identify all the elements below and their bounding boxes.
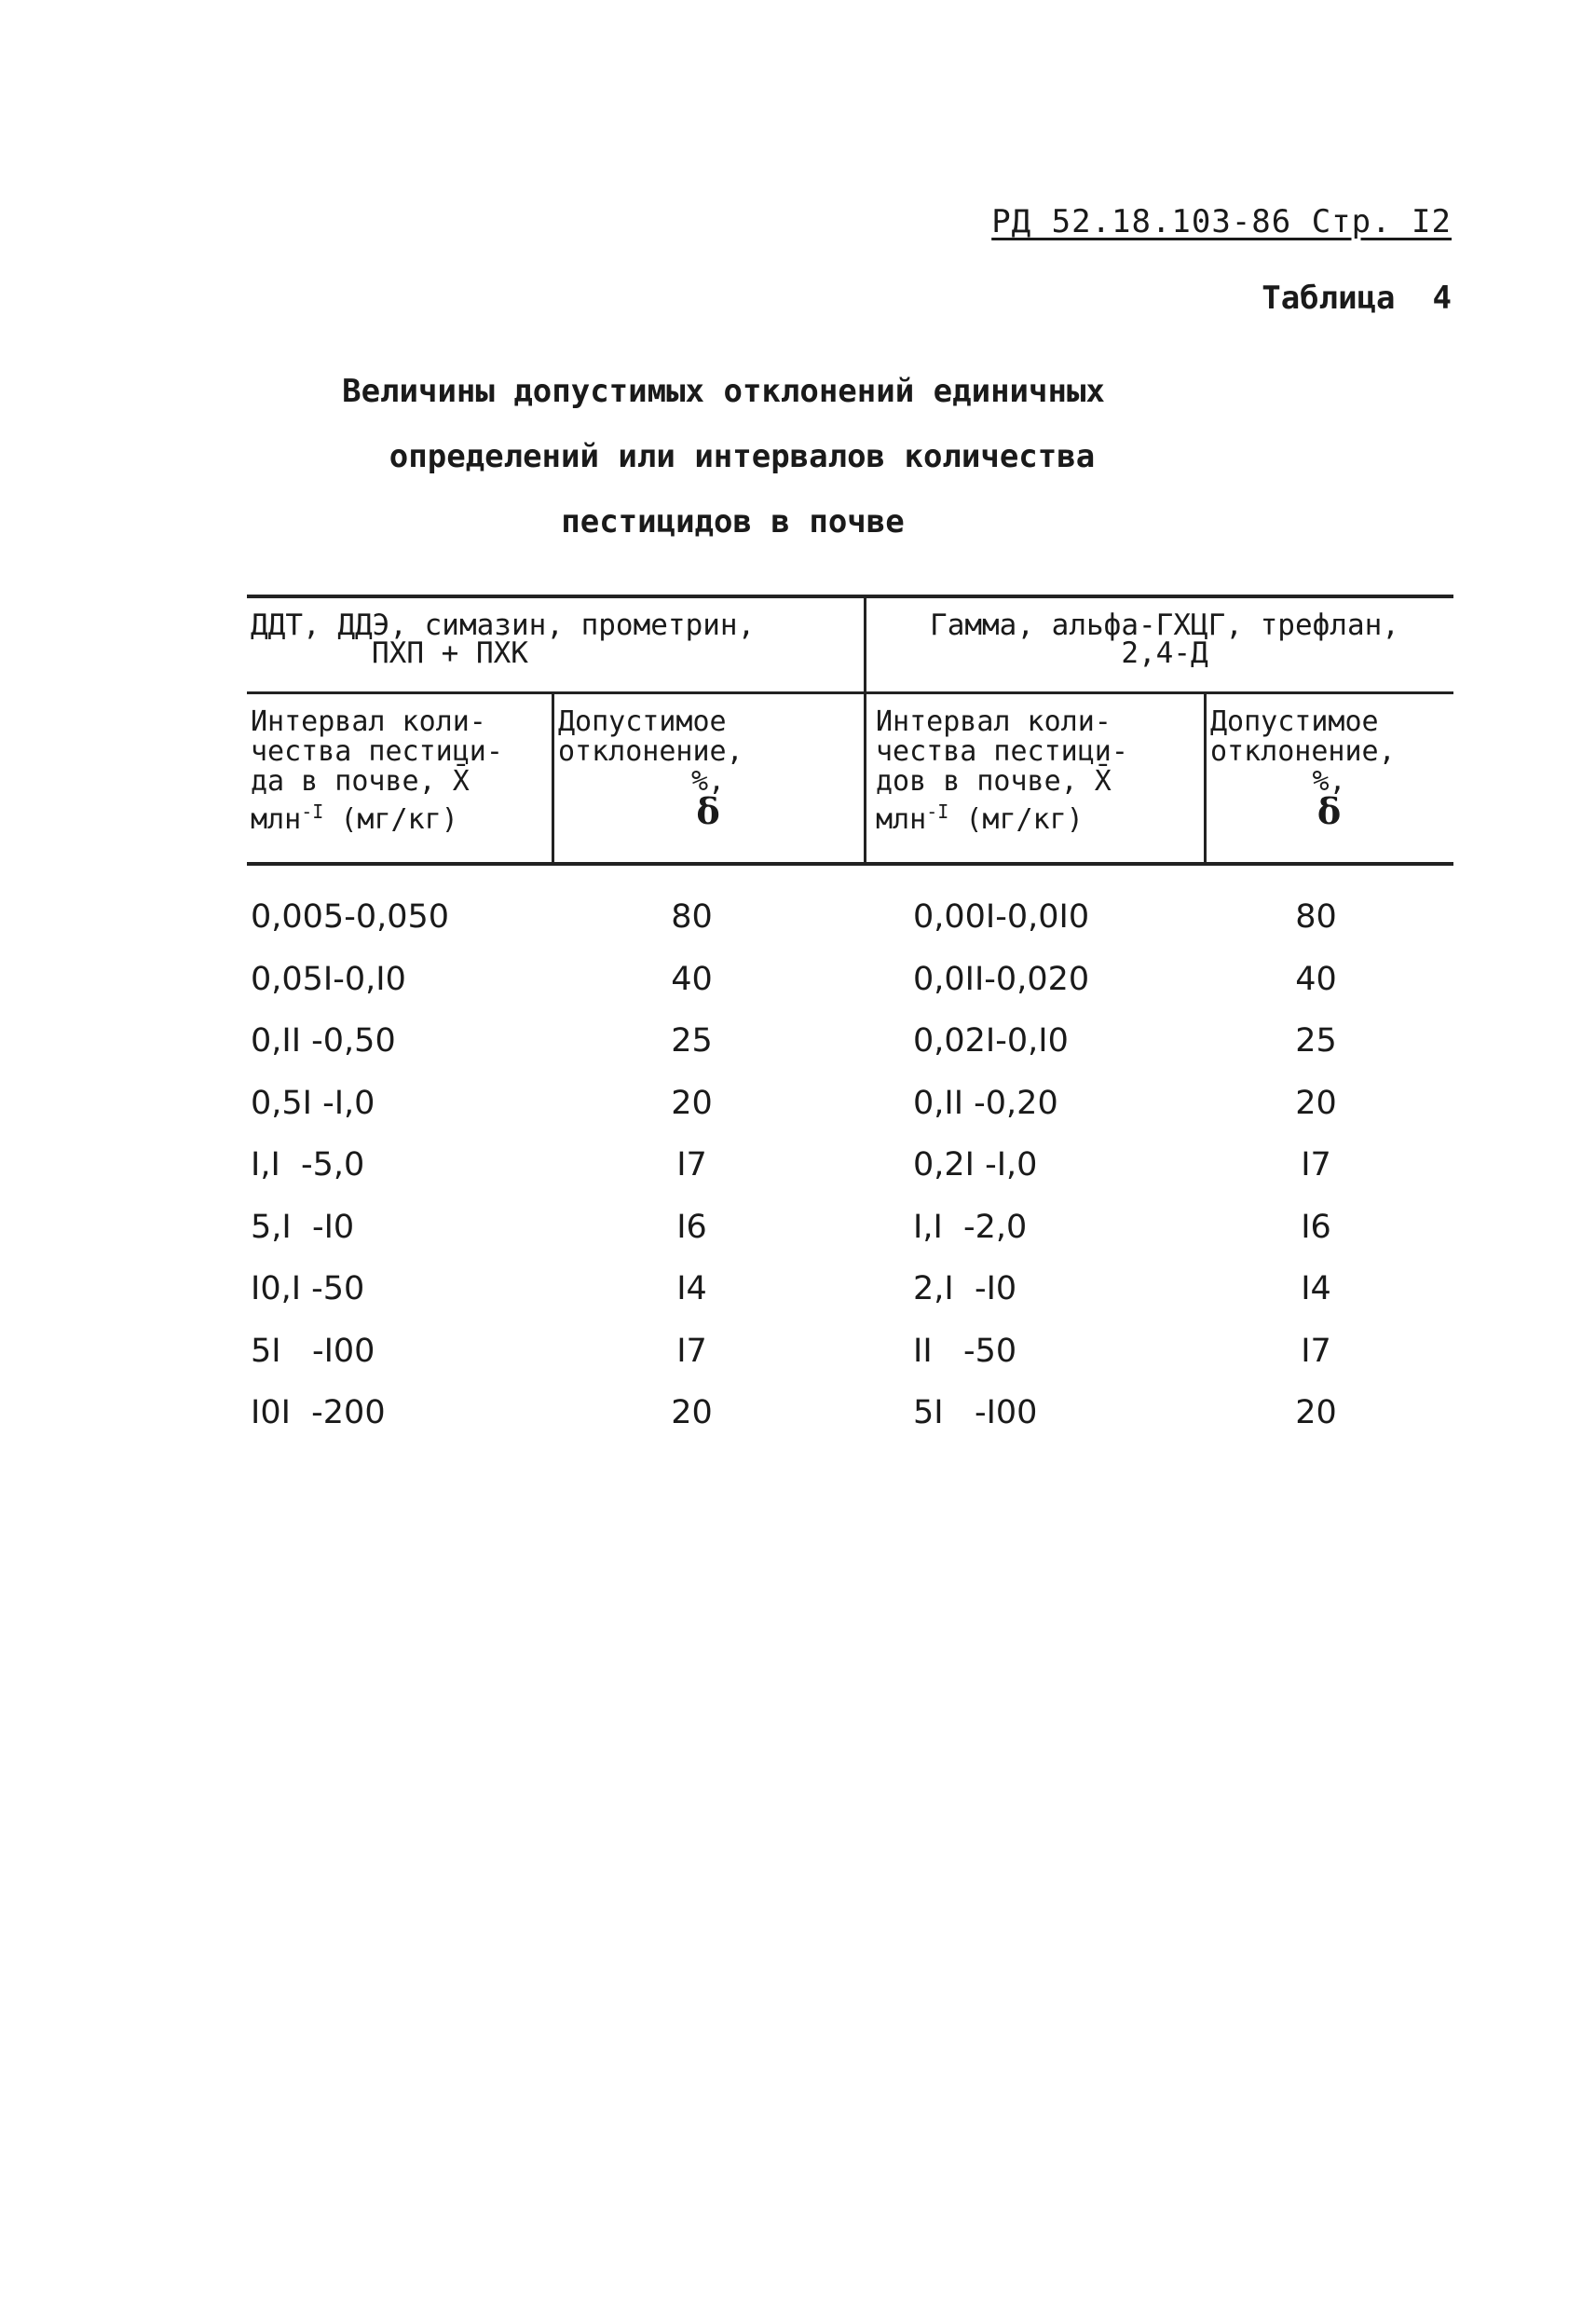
- cell-interval-left: 0,005-0,050: [251, 898, 450, 937]
- table-label: [1262, 280, 1452, 317]
- table-row: [247, 1197, 1453, 1259]
- table-row: [247, 1010, 1453, 1073]
- col-d-line-2: отклонение,: [1210, 735, 1396, 768]
- col-d-line-3: %,: [1312, 765, 1346, 798]
- col-c-unit: млн: [876, 803, 927, 836]
- col-b-symbol: δ: [696, 790, 720, 832]
- cell-interval-right: 0,00I-0,0I0: [913, 898, 1090, 937]
- col-a-line-3: да в почве, X̄: [251, 765, 470, 798]
- col-c-line-4: [876, 797, 1198, 835]
- table-row: [247, 886, 1453, 949]
- col-a-unit-rest: (мг/кг): [323, 803, 458, 836]
- cell-interval-right: II -50: [913, 1332, 1017, 1370]
- cell-interval-left: 0,5I -I,0: [251, 1084, 375, 1122]
- title-line-1: Величины допустимых отклонений единичных: [342, 373, 1105, 410]
- col-c-line-2: чества пестици-: [876, 735, 1128, 768]
- cell-interval-right: 0,02I-0,I0: [913, 1022, 1069, 1060]
- table-row: [247, 1320, 1453, 1383]
- cell-interval-left: 5,I -I0: [251, 1208, 355, 1246]
- cell-deviation-left: 40: [671, 960, 713, 998]
- column-header-deviation-right: [1207, 694, 1453, 862]
- cell-deviation-left: I7: [676, 1146, 707, 1184]
- group-right-line-1: Гамма, альфа-ГХЦГ, трефлан,: [930, 609, 1399, 642]
- cell-interval-right: 0,2I -I,0: [913, 1146, 1038, 1184]
- cell-interval-left: 0,05I-0,I0: [251, 960, 406, 998]
- cell-interval-left: I0,I -50: [251, 1270, 365, 1308]
- cell-interval-right: 5I -I00: [913, 1394, 1038, 1432]
- group-right-line-2: 2,4-Д: [1121, 636, 1208, 670]
- col-b-line-2: отклонение,: [558, 735, 743, 768]
- cell-deviation-left: 20: [671, 1394, 713, 1432]
- cell-interval-left: I0I -200: [251, 1394, 386, 1432]
- cell-interval-left: 0,II -0,50: [251, 1022, 396, 1060]
- table-body: [247, 886, 1453, 1444]
- table-column-header: [247, 694, 1453, 866]
- cell-deviation-right: 80: [1295, 898, 1337, 937]
- cell-deviation-right: 25: [1295, 1022, 1337, 1060]
- deviation-table: [247, 595, 1453, 1444]
- col-c-unit-rest: (мг/кг): [948, 803, 1084, 836]
- col-d-line-1: Допустимое: [1210, 705, 1379, 738]
- cell-deviation-right: I6: [1301, 1208, 1331, 1246]
- col-a-unit-exponent: -I: [301, 800, 324, 823]
- column-header-deviation-left: [554, 694, 866, 862]
- table-label-text: Таблица: [1262, 280, 1396, 317]
- table-row: [247, 1258, 1453, 1320]
- cell-interval-left: 5I -I00: [251, 1332, 375, 1370]
- cell-deviation-left: 25: [671, 1022, 713, 1060]
- table-row: [247, 1134, 1453, 1197]
- title-line-2: определений или интервалов количества: [389, 438, 1096, 475]
- group-left-line-2: ПХП + ПХК: [372, 636, 528, 670]
- document-code: РД 52.18.103-86 Стр. I2: [991, 203, 1452, 240]
- col-d-symbol: δ: [1316, 790, 1342, 832]
- title-line-3: пестицидов в почве: [561, 503, 905, 540]
- col-a-line-4: [251, 797, 546, 835]
- cell-deviation-left: I7: [676, 1332, 707, 1370]
- cell-deviation-right: 20: [1295, 1084, 1337, 1122]
- cell-interval-right: 0,II -0,20: [913, 1084, 1058, 1122]
- group-left-line-1: ДДТ, ДДЭ, симазин, прометрин,: [251, 609, 756, 642]
- table-group-header: [247, 595, 1453, 694]
- cell-interval-left: I,I -5,0: [251, 1146, 365, 1184]
- cell-deviation-left: I6: [676, 1208, 707, 1246]
- cell-interval-right: I,I -2,0: [913, 1208, 1028, 1246]
- cell-deviation-left: I4: [676, 1270, 707, 1308]
- table-row: [247, 949, 1453, 1011]
- col-a-unit: млн: [251, 803, 302, 836]
- cell-deviation-right: I7: [1301, 1146, 1331, 1184]
- column-header-interval-right: [866, 694, 1207, 862]
- col-c-unit-exponent: -I: [926, 800, 949, 823]
- group-header-right: [866, 598, 1453, 691]
- table-row: [247, 1073, 1453, 1135]
- col-c-line-1: Интервал коли-: [876, 705, 1112, 738]
- column-header-interval-left: [247, 694, 554, 862]
- cell-deviation-right: 20: [1295, 1394, 1337, 1432]
- table-title: [0, 359, 1596, 554]
- col-a-line-1: Интервал коли-: [251, 705, 486, 738]
- table-number: 4: [1432, 280, 1452, 317]
- group-header-left: [247, 598, 866, 691]
- cell-deviation-left: 20: [671, 1084, 713, 1122]
- cell-deviation-right: 40: [1295, 960, 1337, 998]
- cell-deviation-left: 80: [671, 898, 713, 937]
- col-b-line-3: %,: [690, 765, 726, 798]
- col-b-line-1: Допустимое: [558, 705, 727, 738]
- table-row: [247, 1382, 1453, 1444]
- cell-interval-right: 0,0II-0,020: [913, 960, 1090, 998]
- col-a-line-2: чества пестици-: [251, 735, 503, 768]
- cell-interval-right: 2,I -I0: [913, 1270, 1017, 1308]
- col-c-line-3: дов в почве, X̄: [876, 765, 1112, 798]
- cell-deviation-right: I4: [1301, 1270, 1331, 1308]
- cell-deviation-right: I7: [1301, 1332, 1331, 1370]
